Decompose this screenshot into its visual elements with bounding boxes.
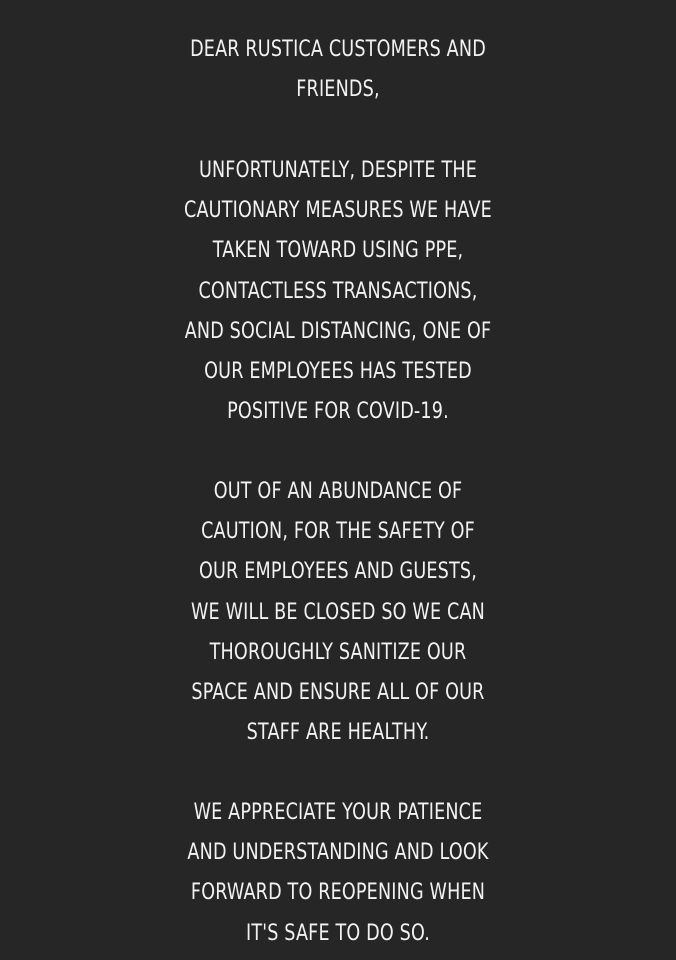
notice-line: IT'S SAFE TO DO SO. — [245, 920, 431, 946]
notice-line: CAUTION, FOR THE SAFETY OF — [201, 519, 475, 545]
notice-line: CONTACTLESS TRANSACTIONS, — [198, 278, 478, 304]
notice-line: UNFORTUNATELY, DESPITE THE — [198, 158, 478, 183]
notice-line: SPACE AND ENSURE ALL OF OUR — [191, 679, 485, 705]
notice-line: OUR EMPLOYEES HAS TESTED — [204, 358, 472, 384]
notice-line: WE APPRECIATE YOUR PATIENCE — [193, 800, 483, 825]
announcement-paragraph — [0, 151, 676, 432]
notice-line: OUT OF AN ABUNDANCE OF — [213, 479, 463, 504]
notice-line: STAFF ARE HEALTHY. — [246, 720, 430, 746]
closing-paragraph — [0, 793, 676, 954]
notice-line: WE WILL BE CLOSED SO WE CAN — [190, 599, 486, 625]
notice-line: AND SOCIAL DISTANCING, ONE OF — [184, 318, 492, 344]
notice-line: CAUTIONARY MEASURES WE HAVE — [184, 198, 492, 224]
closure-paragraph — [0, 472, 676, 753]
notice-line: FRIENDS, — [296, 77, 380, 103]
notice-line: TAKEN TOWARD USING PPE, — [212, 238, 464, 264]
notice-line: FORWARD TO REOPENING WHEN — [190, 880, 486, 906]
notice-line: OUR EMPLOYEES AND GUESTS, — [199, 559, 477, 585]
greeting-paragraph — [0, 30, 676, 110]
notice-line: DEAR RUSTICA CUSTOMERS AND — [190, 37, 486, 62]
notice-line: POSITIVE FOR COVID-19. — [227, 399, 449, 425]
notice-line: AND UNDERSTANDING AND LOOK — [187, 840, 489, 866]
notice-line: THOROUGHLY SANITIZE OUR — [209, 639, 467, 665]
